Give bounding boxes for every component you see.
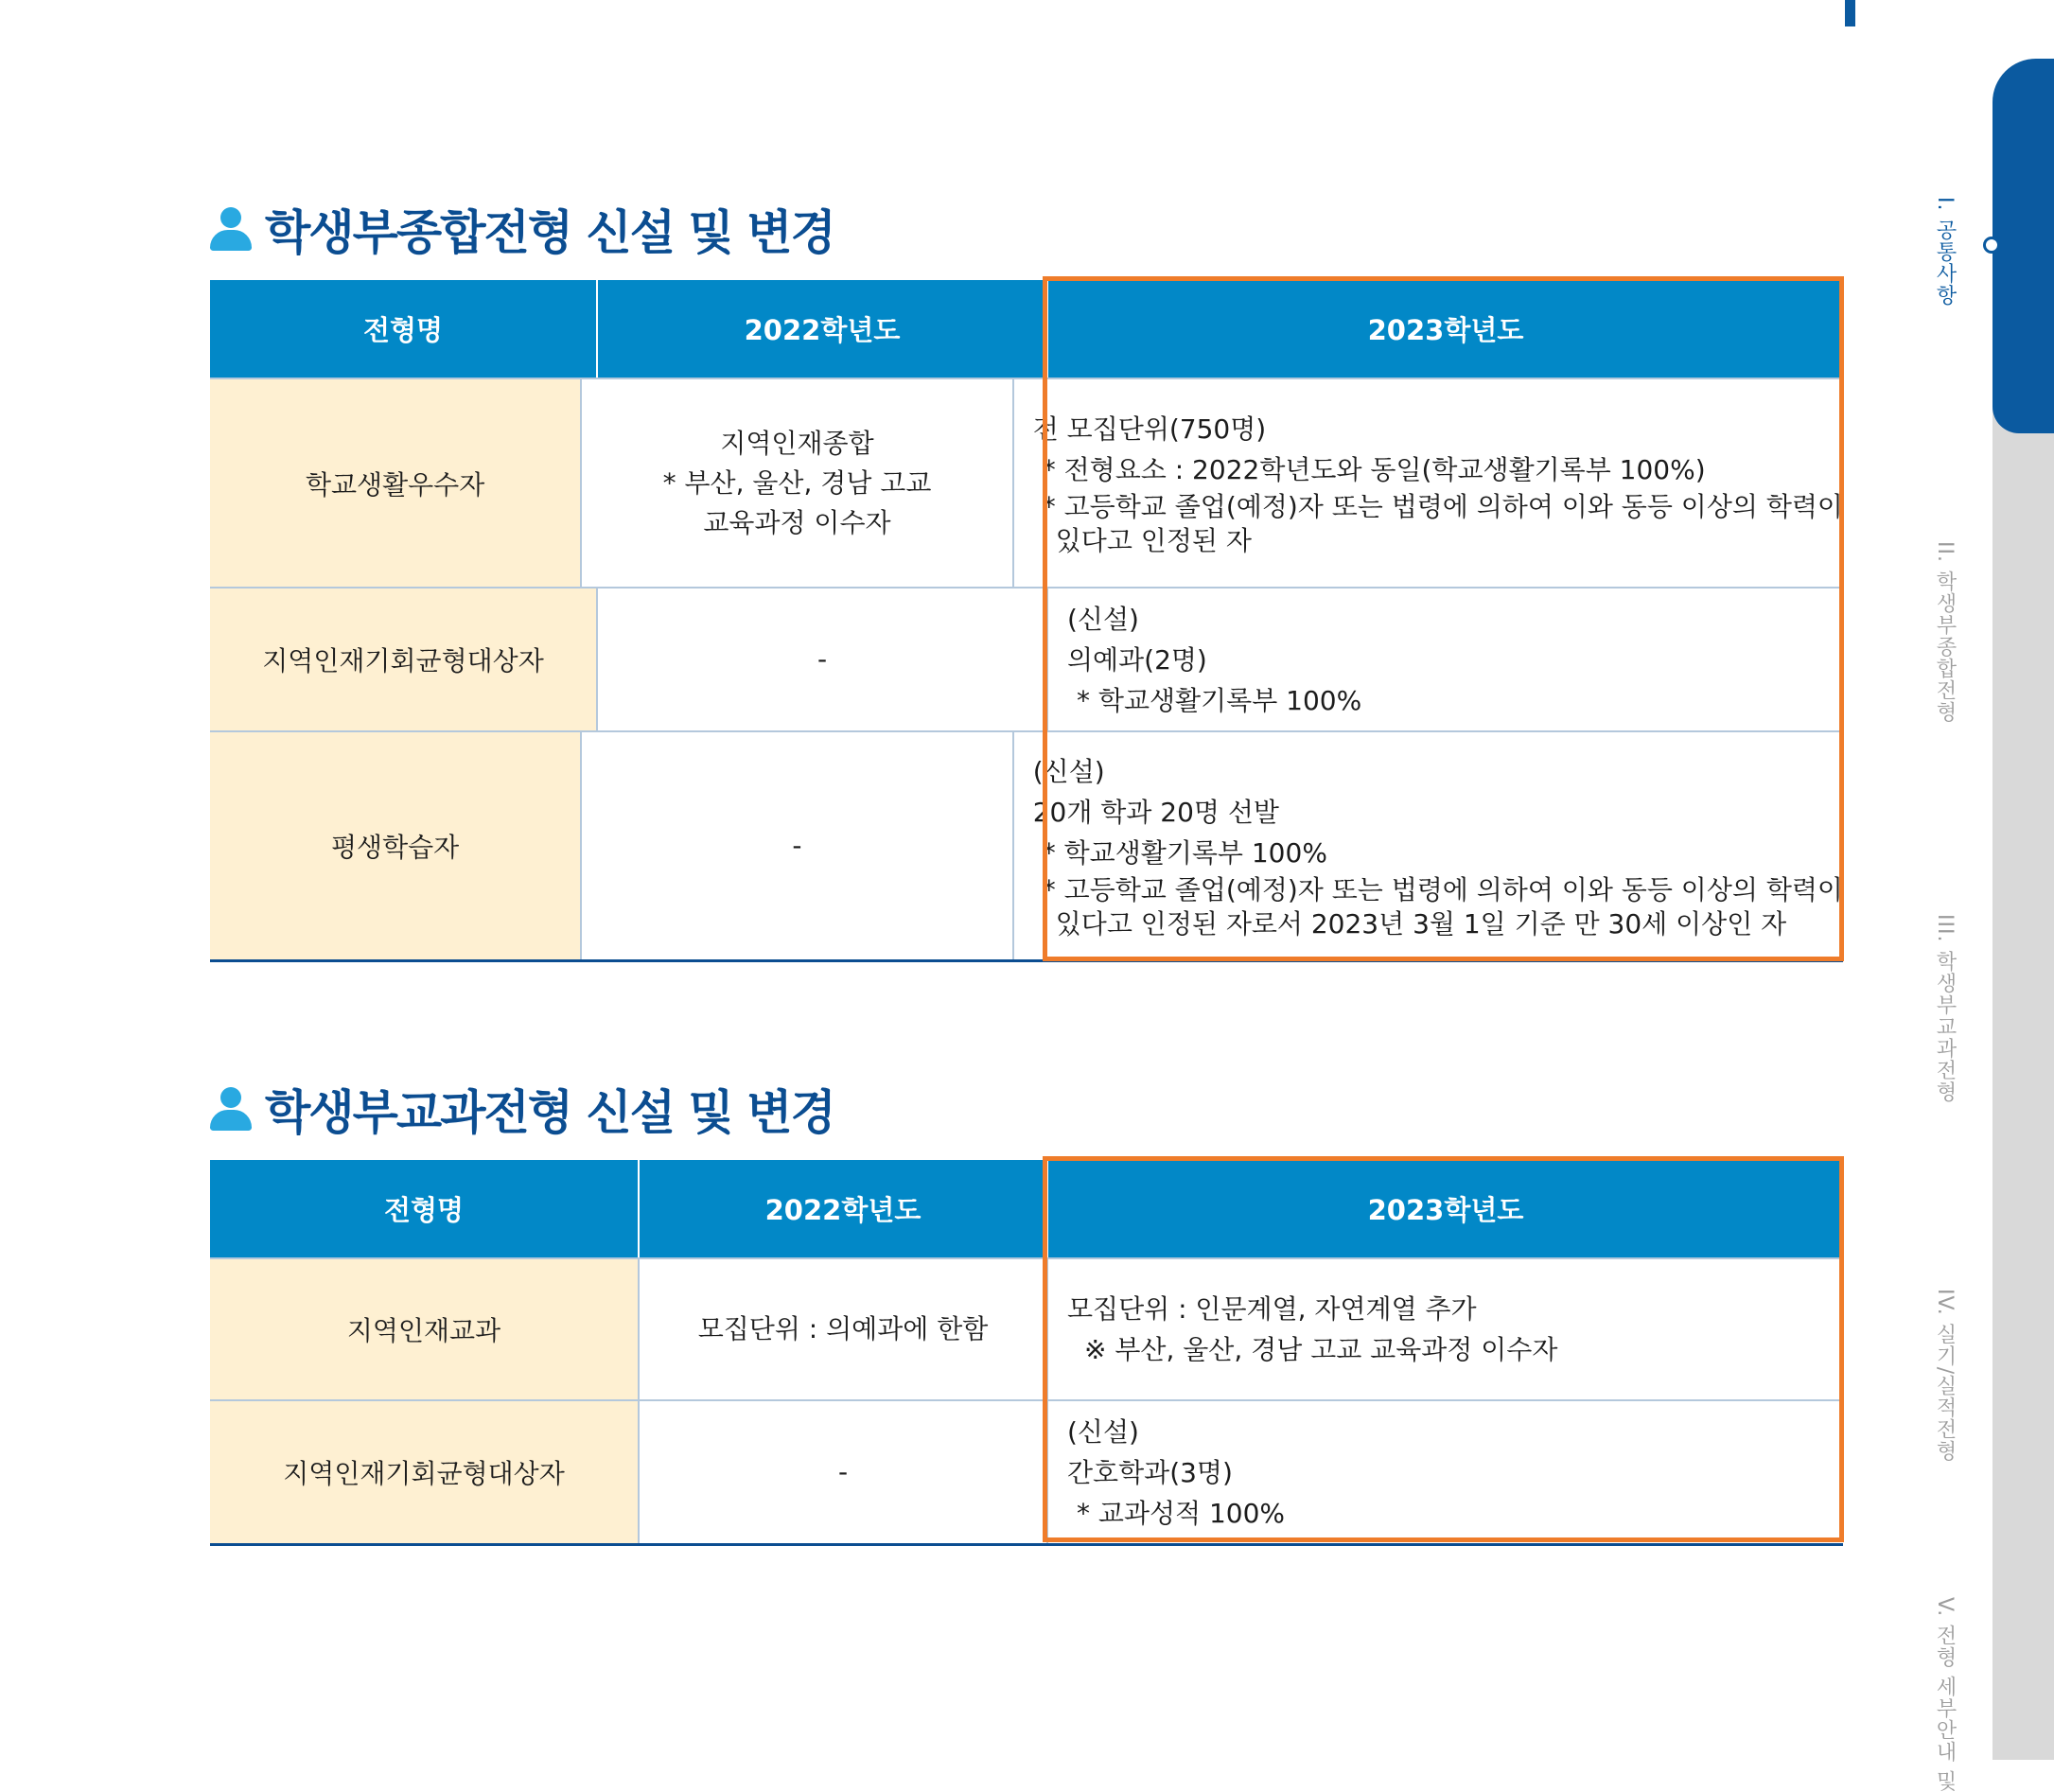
text-line: * 교과성적 100% [1077,1497,1286,1529]
text-line: * 부산, 울산, 경남 고교 [662,466,932,499]
header-cell-2023: 2023학년도 [1046,280,1843,378]
section1-title: 학생부종합전형 신설 및 변경 [265,205,834,260]
row-2023 [1012,379,1843,587]
text-line: * 전형요소 : 2022학년도와 동일(학교생활기록부 100%) [1042,453,1706,485]
row-2022 [580,732,1012,959]
side-nav-item-common[interactable]: I. 공통사항 [1933,197,1957,307]
section1-heading [210,195,834,263]
header-cell-2022: 2022학년도 [638,1160,1046,1257]
text-line: 전 모집단위(750명) [1032,413,1267,445]
row-name: 학교생활우수자 [210,379,580,587]
section2-table [210,1160,1843,1546]
section2-title: 학생부교과전형 신설 및 변경 [265,1085,834,1140]
side-nav-item-comprehensive[interactable]: II. 학생부종합전형 [1933,541,1957,723]
row-name: 지역인재교과 [210,1259,638,1399]
text-line: 모집단위 : 의예과에 한함 [697,1313,989,1344]
text-line: 지역인재종합 [720,427,874,459]
text-line: 있다고 인정된 자 [1055,524,1252,556]
row-2022 [580,379,1012,587]
text-line: 간호학과(3명) [1067,1456,1233,1488]
text-line: - [837,1456,849,1487]
row-2023 [1046,589,1843,730]
row-name: 평생학습자 [210,732,580,959]
text-line: (신설) [1067,1415,1139,1448]
section1-table [210,280,1843,962]
text-line: 20개 학과 20명 선발 [1032,796,1279,828]
table-header-row [210,1160,1843,1257]
text-line: 교육과정 이수자 [703,506,891,538]
text-line: * 고등학교 졸업(예정)자 또는 법령에 의하여 이와 동등 이상의 학력이 [1042,490,1843,522]
row-2022 [596,589,1046,730]
text-line: - [816,643,828,675]
text-line: - [792,830,802,861]
section2-heading [210,1075,834,1143]
table-row [210,730,1843,959]
row-name: 지역인재기회균형대상자 [210,589,596,730]
text-line: 모집단위 : 인문계열, 자연계열 추가 [1067,1293,1477,1325]
row-2023 [1012,732,1843,959]
side-nav-item-details[interactable]: V. 전형 세부안내 및 [1933,1597,1957,1792]
text-line: 의예과(2명) [1067,643,1207,676]
header-cell-name: 전형명 [362,314,444,346]
row-2023 [1046,1259,1843,1399]
text-line: (신설) [1032,755,1105,787]
text-line: * 학교생활기록부 100% [1042,836,1327,869]
row-2022 [638,1401,1046,1543]
side-nav-active-tab[interactable] [1993,59,2054,433]
person-icon [210,1087,252,1131]
table-row [210,1257,1843,1399]
text-line: ※ 부산, 울산, 경남 고교 교육과정 이수자 [1084,1334,1558,1365]
text-line: (신설) [1067,603,1139,635]
side-nav-indicator-icon [1983,237,2000,254]
row-2022 [638,1259,1046,1399]
text-line: * 고등학교 졸업(예정)자 또는 법령에 의하여 이와 동등 이상의 학력이 [1042,873,1843,905]
header-cell-2023: 2023학년도 [1046,1160,1843,1257]
table-row [210,378,1843,587]
side-nav-item-practical[interactable]: IV. 실기/실적전형 [1933,1289,1957,1463]
person-icon [210,207,252,251]
text-line: 있다고 인정된 자로서 2023년 3월 1일 기준 만 30세 이상인 자 [1055,907,1787,940]
table-row [210,587,1843,730]
text-line: * 학교생활기록부 100% [1077,684,1362,716]
header-cell-name: 전형명 [383,1194,465,1226]
table-row [210,1399,1843,1543]
row-2023 [1046,1401,1843,1543]
row-name: 지역인재기회균형대상자 [210,1401,638,1543]
top-edge-marker [1845,0,1855,26]
header-cell-2022: 2022학년도 [596,280,1046,378]
side-nav-item-subject[interactable]: III. 학생부교과전형 [1933,914,1957,1103]
table-header-row [210,280,1843,378]
